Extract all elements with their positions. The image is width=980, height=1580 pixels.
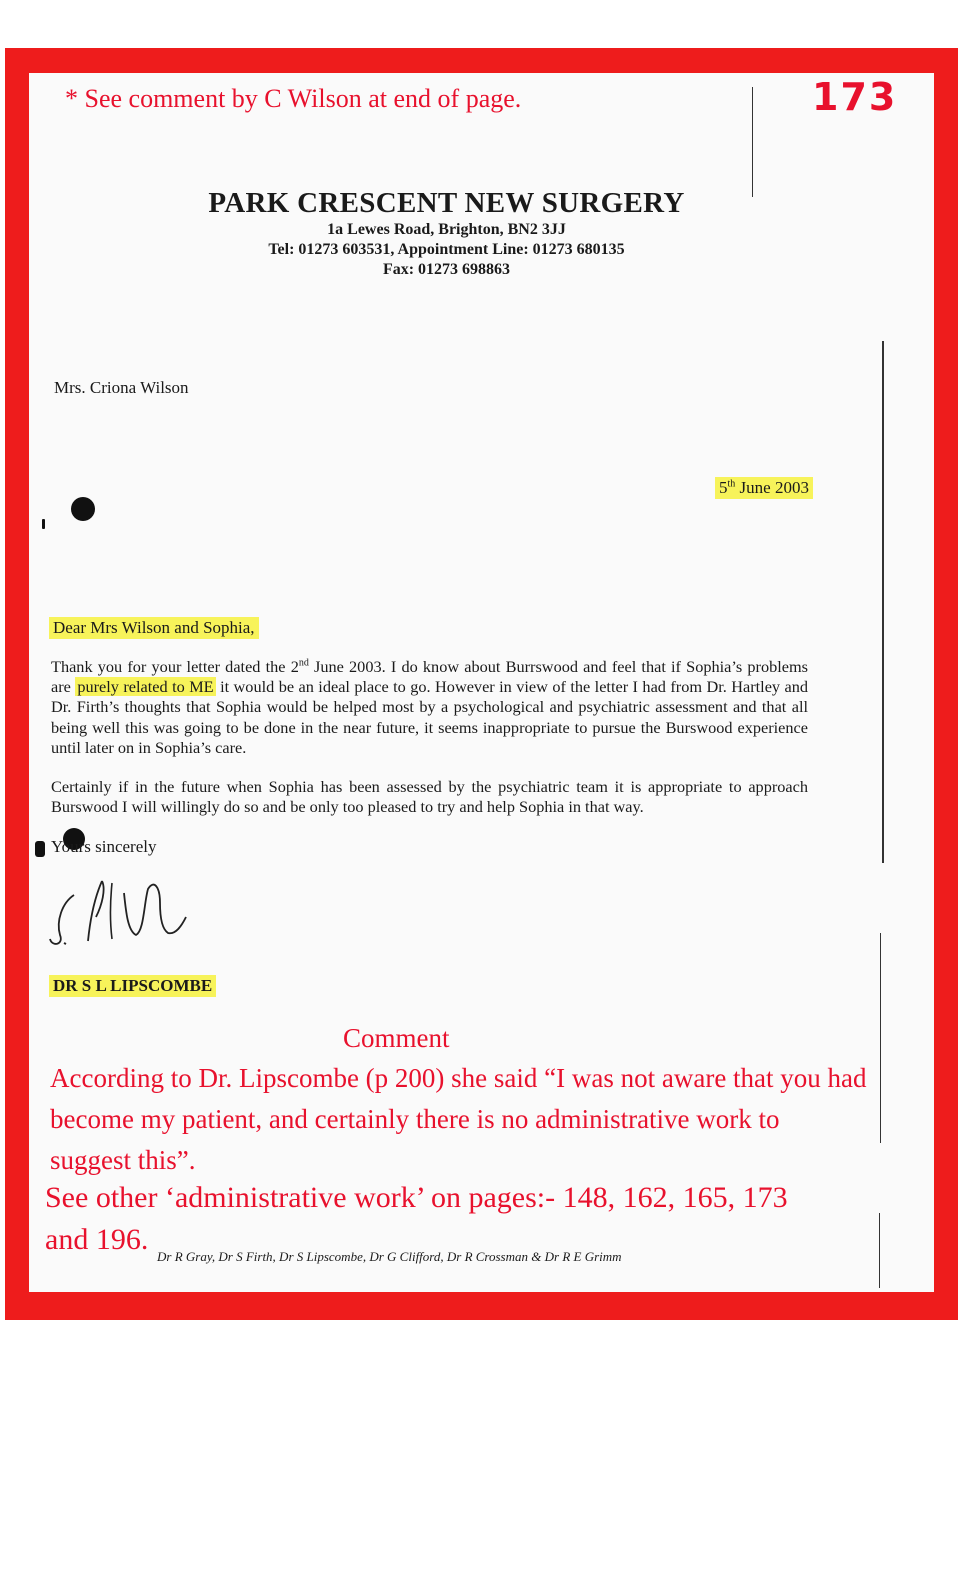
scan-mark <box>42 519 45 529</box>
letter-paragraph-1: Thank you for your letter dated the 2nd June 2003. I do know about Burrswood and feel that if Sophia’s problems are purely related to ME it would be an ideal place to go. However in view of the letter I had from Dr. Hartley and Dr. Firth’s thoughts that Sophia would be helped most by a psychological and psychiatric assessment and that all being well this was going to be done in the near future, it seems inappropriate to pursue the Burswood experience until later on in Sophia’s care. <box>51 657 809 757</box>
hole-punch-mark <box>71 497 95 521</box>
practice-phones: Tel: 01273 603531, Appointment Line: 01273 680135 <box>268 241 625 258</box>
scan-edge-line <box>752 87 753 197</box>
letter-paragraph-2: Certainly if in the future when Sophia has been assessed by the psychiatric team it is appropriate to approach Burswood I will willingly do so and be only too pleased to try and help Sophia in that way. <box>51 777 808 817</box>
comment-pages-line: See other ‘administrative work’ on pages:- 148, 162, 165, 173 <box>45 1181 788 1214</box>
scan-edge-line <box>882 341 884 863</box>
salutation: Dear Mrs Wilson and Sophia, <box>49 617 259 639</box>
annotation-note: See comment by C Wilson at end of page. <box>84 84 522 113</box>
scan-mark <box>35 841 45 857</box>
asterisk-marker: * <box>65 84 78 113</box>
signer-name: DR S L LIPSCOMBE <box>49 975 216 997</box>
comment-line-2: become my patient, and certainly there is no administrative work to <box>50 1104 780 1134</box>
scan-edge-line <box>880 933 881 1143</box>
practice-name: PARK CRESCENT NEW SURGERY <box>208 187 685 219</box>
scan-edge-line <box>879 1213 880 1288</box>
recipient-name: Mrs. Criona Wilson <box>54 378 189 397</box>
handwritten-signature <box>44 873 214 953</box>
top-annotation <box>65 84 521 114</box>
partners-footer: Dr R Gray, Dr S Firth, Dr S Lipscombe, Dr G Clifford, Dr R Crossman & Dr R E Grimm <box>157 1249 622 1264</box>
comment-pages-end: and 196. <box>45 1223 149 1256</box>
scanned-letter-page <box>29 73 934 1292</box>
comment-line-1: According to Dr. Lipscombe (p 200) she said “I was not aware that you had <box>50 1063 867 1093</box>
closing: Yours sincerely <box>51 837 157 856</box>
comment-line-3: suggest this”. <box>50 1145 196 1175</box>
letter-date: 5th June 2003 <box>715 477 813 499</box>
practice-fax: Fax: 01273 698863 <box>382 261 511 278</box>
practice-address: 1a Lewes Road, Brighton, BN2 3JJ <box>327 221 566 238</box>
comment-title: Comment <box>343 1023 450 1053</box>
highlighted-phrase: purely related to ME <box>77 677 214 697</box>
red-border-frame <box>5 48 958 1320</box>
page-number: 173 <box>812 75 898 119</box>
